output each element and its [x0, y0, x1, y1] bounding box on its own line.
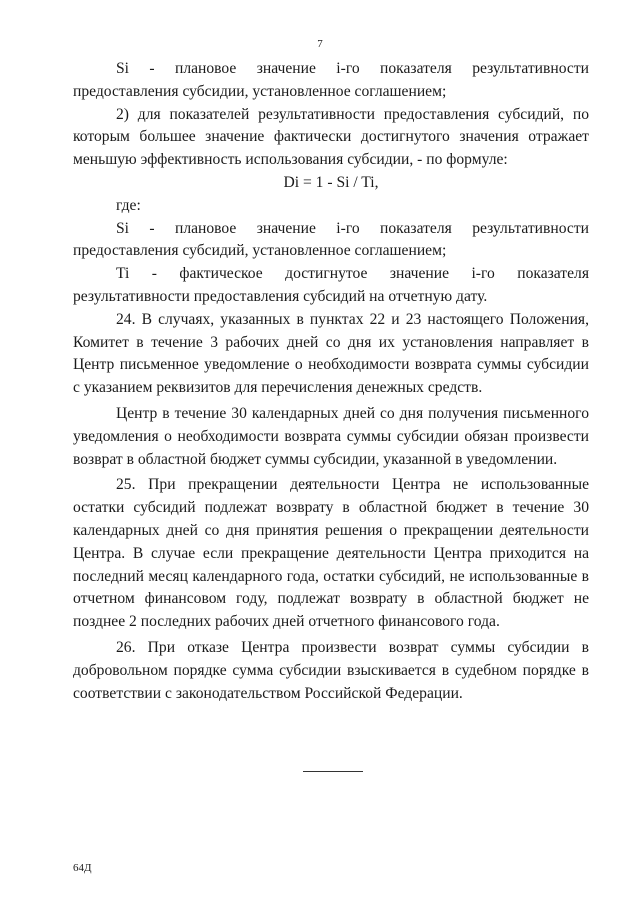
paragraph-where: где: [116, 196, 141, 214]
footer-code: 64Д [73, 862, 92, 874]
document-body [73, 58, 589, 705]
paragraph-centre-return: Центр в течение 30 календарных дней со дня получения письменного уведомления о необходимости возврата суммы субсидии обязан произвести возврат в областной бюджет суммы субсидии, указанной в уведомлении. [73, 404, 589, 468]
formula: Di = 1 - Si / Ti, [283, 173, 379, 191]
paragraph-25: 25. При прекращении деятельности Центра не использованные остатки субсидий подлежат возврату в областной бюджет в течение 30 календарных дней со дня принятия решения о прекращении деятельности Центра. В случае если прекращение деятельности Центра приходится на последний месяц календарного года, остатки субсидий, не использованные в отчетном финансовом году, подлежат возврату в областной бюджет не позднее 2 последних рабочих дней отчетного финансового года. [73, 476, 589, 631]
paragraph-si-definition-2: Si - плановое значение i-го показателя результативности предоставления субсидий, установленное соглашением; [73, 219, 589, 260]
paragraph-26: 26. При отказе Центра произвести возврат суммы субсидии в добровольном порядке сумма субсидии взыскивается в судебном порядке в соответствии с законодательством Российской Федерации. [73, 638, 589, 702]
end-divider [303, 771, 363, 772]
paragraph-ti-definition: Ti - фактическое достигнутое значение i-го показателя результативности предоставления субсидий на отчетную дату. [73, 265, 589, 305]
paragraph-item-2: 2) для показателей результативности предоставления субсидий, по которым большее значение фактически достигнутого значения отражает меньшую эффективность использования субсидии, - по формуле: [73, 105, 589, 169]
paragraph-si-definition-1: Si - плановое значение i-го показателя результативности предоставления субсидии, установленное соглашением; [73, 60, 589, 100]
page-number: 7 [317, 38, 323, 50]
paragraph-24: 24. В случаях, указанных в пунктах 22 и 23 настоящего Положения, Комитет в течение 3 рабочих дней со дня их установления направляет в Центр письменное уведомление о необходимости возврата суммы субсидии с указанием реквизитов для перечисления денежных средств. [73, 310, 589, 397]
